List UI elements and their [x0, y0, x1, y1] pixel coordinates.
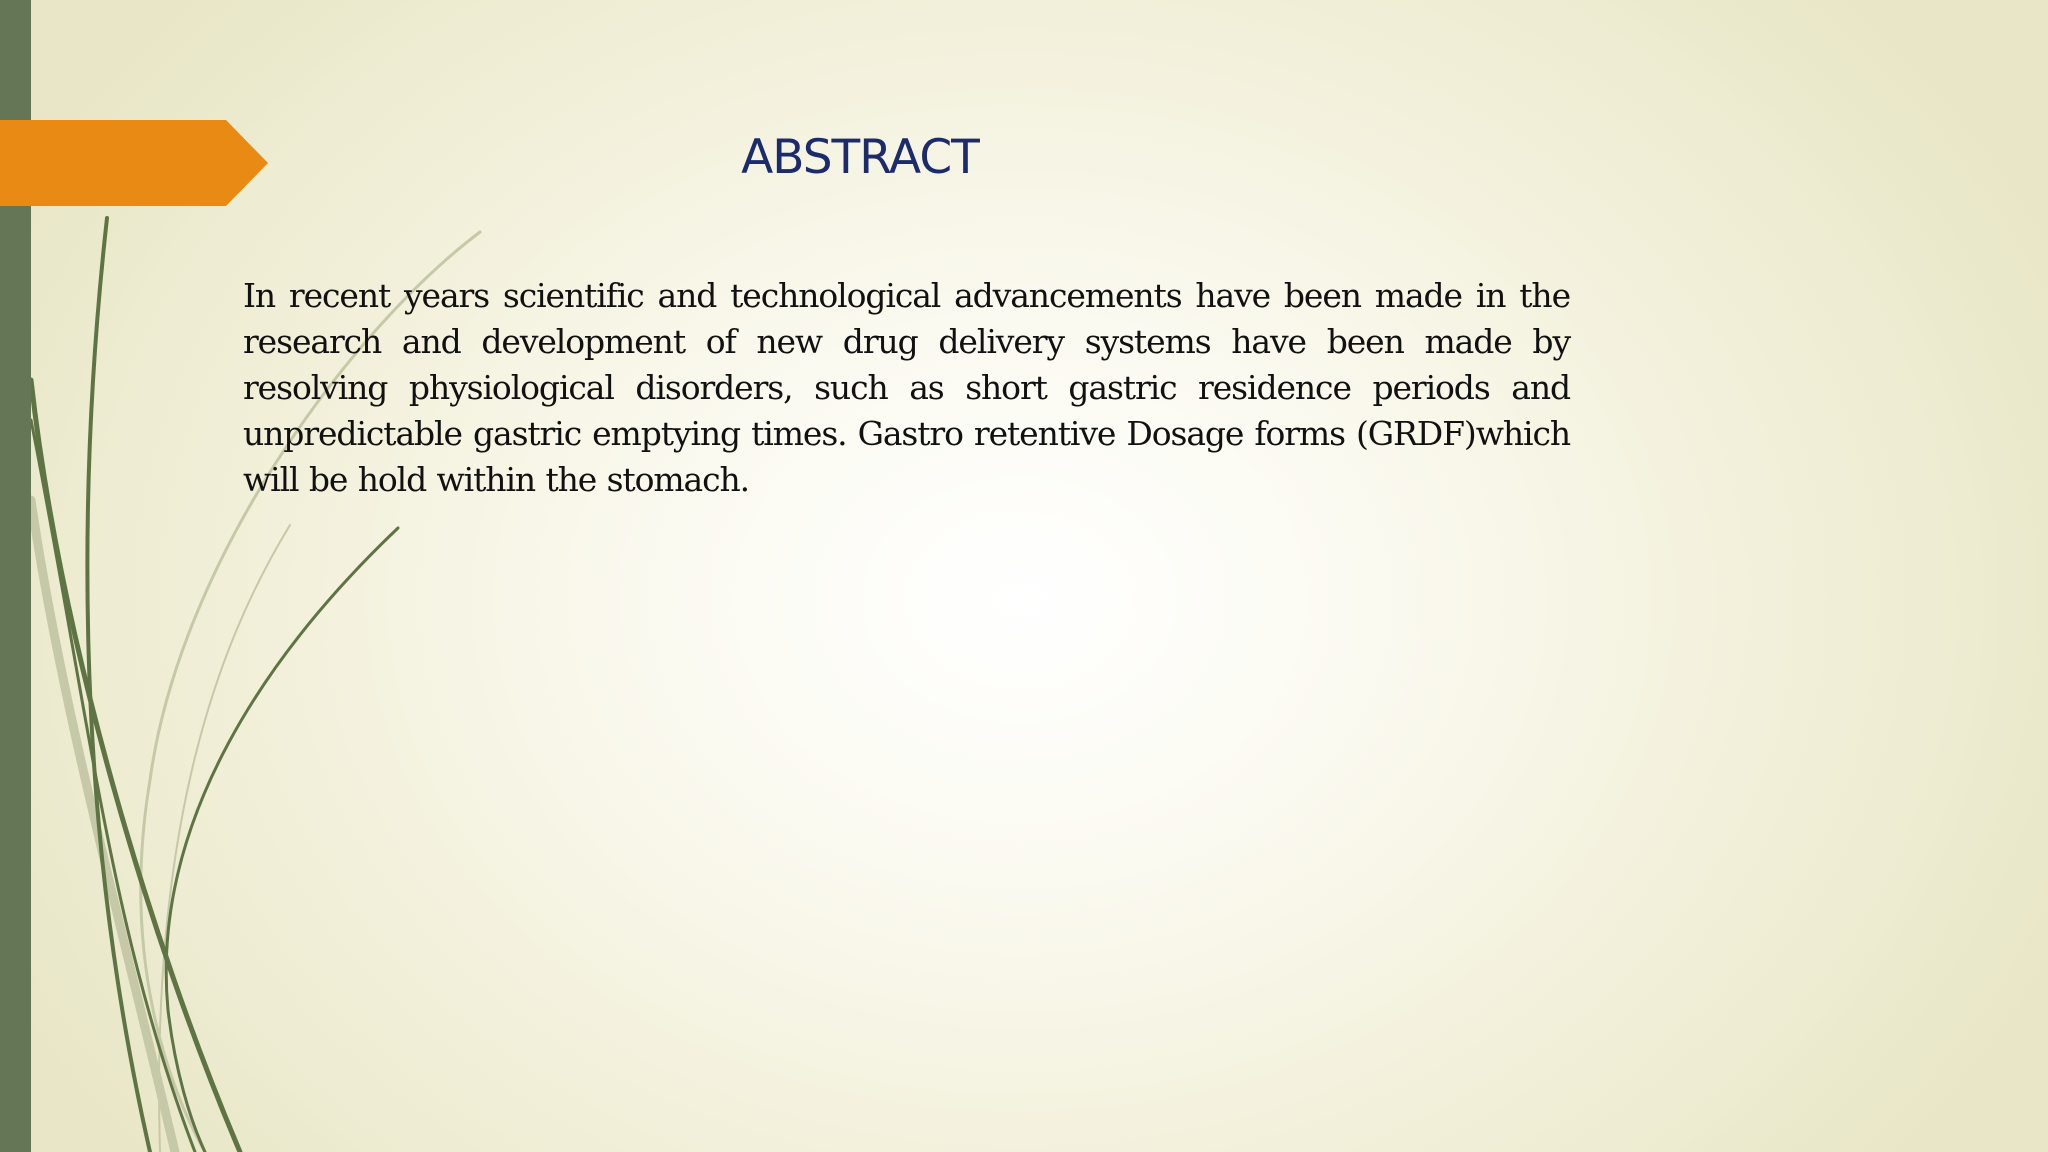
abstract-paragraph: In recent years scientific and technological advancements have been made in the research and development of new drug delivery systems have been made by resolving physiological disorders, such as short gastric residence periods and unpredictable gastric emptying times. Gastro retentive Dosage forms (GRDF)which will be hold within the stomach. — [243, 276, 1570, 499]
swoosh-green-2 — [31, 380, 240, 1152]
swoosh-light-3 — [159, 525, 290, 1152]
slide-title: ABSTRACT — [741, 130, 979, 185]
swoosh-light-2 — [31, 500, 175, 1152]
orange-arrow-tab — [0, 120, 270, 206]
